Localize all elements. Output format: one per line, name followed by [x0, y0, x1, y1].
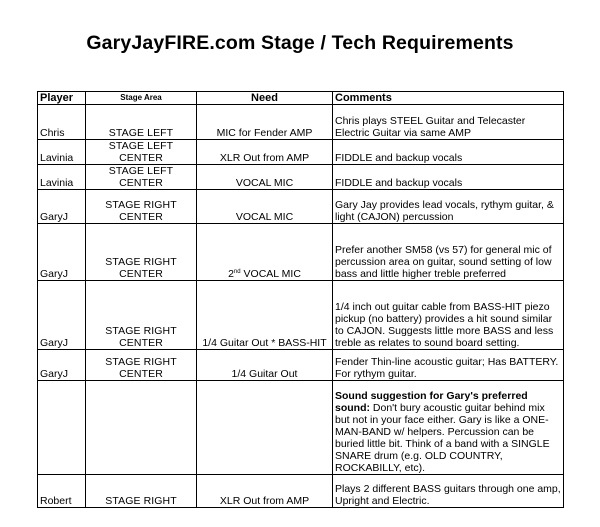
- cell-comments: Plays 2 different BASS guitars through one amp, Upright and Electric.: [333, 475, 564, 508]
- cell-player: GaryJ: [38, 350, 86, 381]
- cell-stage-area: STAGE LEFT CENTER: [86, 140, 197, 165]
- header-need: Need: [197, 92, 333, 105]
- table-row: [38, 381, 564, 475]
- cell-stage-area: STAGE RIGHT CENTER: [86, 350, 197, 381]
- table-row: [38, 165, 564, 190]
- cell-player: Chris: [38, 105, 86, 140]
- cell-stage-area: STAGE RIGHT CENTER: [86, 281, 197, 350]
- cell-player: GaryJ: [38, 281, 86, 350]
- cell-comments: Chris plays STEEL Guitar and Telecaster Electric Guitar via same AMP: [333, 105, 564, 140]
- cell-comments: Prefer another SM58 (vs 57) for general mic of percussion area on guitar, sound setting of low bass and little higher treble preferred: [333, 224, 564, 281]
- cell-comments: [333, 381, 564, 475]
- cell-need: [197, 381, 333, 475]
- table-row: [38, 281, 564, 350]
- cell-comments: 1/4 inch out guitar cable from BASS-HIT piezo pickup (no battery) provides a hit sound similar to CAJON. Suggests little more BASS and less treble as relates to sound board setting.: [333, 281, 564, 350]
- need-ordinal-suffix: nd: [233, 269, 241, 275]
- need-text: VOCAL MIC: [240, 268, 301, 280]
- sound-suggestion-text: Don't bury acoustic guitar behind mix but not in your face either. Gary is like a ONE-MAN-BAND w/ helpers. Percussion can be buried little bit. Think of a band with a SINGLE SNARE drum (e.g. OLD COUNTRY, ROCKABILLY, etc).: [335, 402, 550, 474]
- cell-comments: FIDDLE and backup vocals: [333, 165, 564, 190]
- cell-comments: Fender Thin-line acoustic guitar; Has BATTERY. For rythym guitar.: [333, 350, 564, 381]
- cell-need: VOCAL MIC: [197, 190, 333, 224]
- sound-suggestion-heading: Sound suggestion for Gary's preferred sound:: [335, 390, 528, 414]
- header-row: [38, 92, 564, 105]
- header-player: Player: [38, 92, 86, 105]
- cell-player: GaryJ: [38, 224, 86, 281]
- need-ordinal: 2: [228, 268, 234, 280]
- cell-player: GaryJ: [38, 190, 86, 224]
- table-row: [38, 105, 564, 140]
- cell-player: Robert: [38, 475, 86, 508]
- cell-need: XLR Out from AMP: [197, 140, 333, 165]
- table-row: [38, 350, 564, 381]
- table-row: [38, 190, 564, 224]
- table-row: [38, 475, 564, 508]
- cell-comments: Gary Jay provides lead vocals, rythym guitar, & light (CAJON) percussion: [333, 190, 564, 224]
- cell-need: 1/4 Guitar Out * BASS-HIT: [197, 281, 333, 350]
- page-title: GaryJayFIRE.com Stage / Tech Requirements: [86, 32, 514, 54]
- table-row: [38, 140, 564, 165]
- cell-stage-area: STAGE RIGHT: [86, 475, 197, 508]
- cell-need: 1/4 Guitar Out: [197, 350, 333, 381]
- cell-comments: FIDDLE and backup vocals: [333, 140, 564, 165]
- cell-player: Lavinia: [38, 165, 86, 190]
- header-comments: Comments: [333, 92, 564, 105]
- cell-need: VOCAL MIC: [197, 165, 333, 190]
- cell-stage-area: STAGE LEFT CENTER: [86, 165, 197, 190]
- cell-need: MIC for Fender AMP: [197, 105, 333, 140]
- cell-stage-area: [86, 381, 197, 475]
- cell-stage-area: STAGE RIGHT CENTER: [86, 190, 197, 224]
- requirements-table: [37, 91, 564, 508]
- header-stage-area: Stage Area: [86, 92, 197, 105]
- cell-player: [38, 381, 86, 475]
- cell-player: Lavinia: [38, 140, 86, 165]
- cell-need: XLR Out from AMP: [197, 475, 333, 508]
- cell-need: [197, 224, 333, 281]
- cell-stage-area: STAGE LEFT: [86, 105, 197, 140]
- cell-stage-area: STAGE RIGHT CENTER: [86, 224, 197, 281]
- table-row: [38, 224, 564, 281]
